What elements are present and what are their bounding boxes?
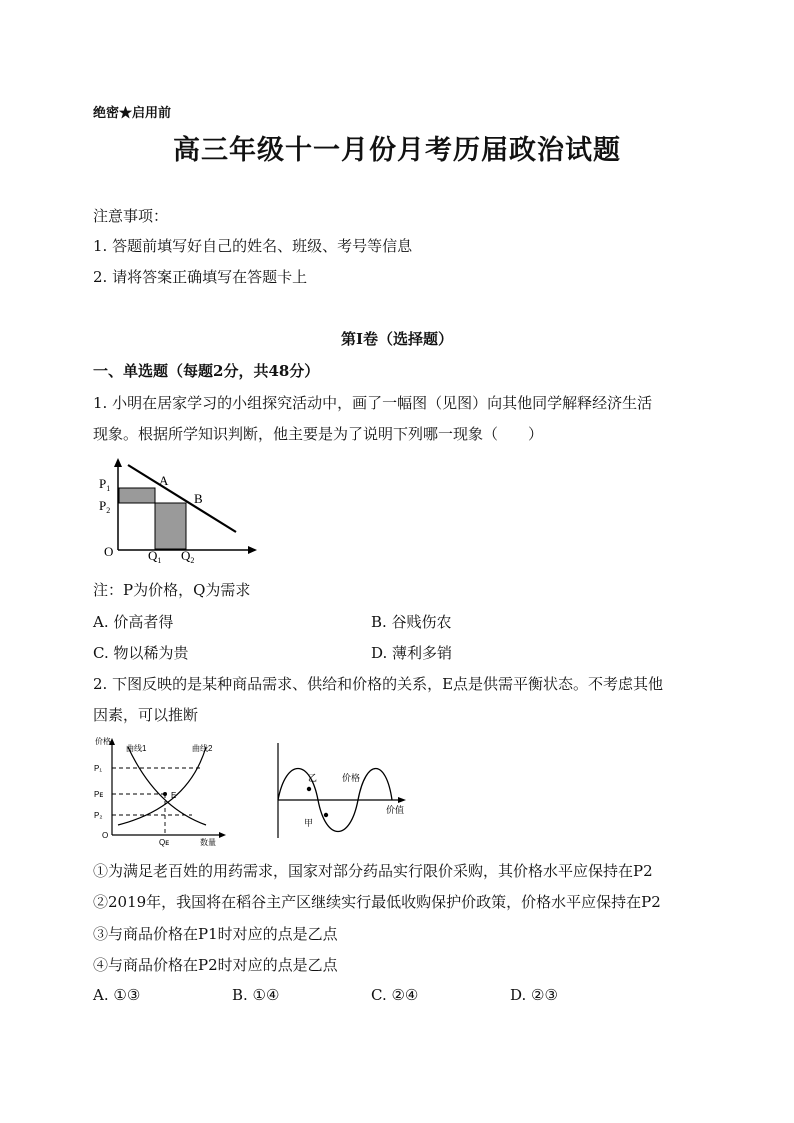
q1-label-p1: $P_1$ [99, 476, 111, 493]
q1-demand-figure [90, 455, 265, 565]
q2-yi-label: 乙 [308, 773, 318, 783]
confidential-mark: 绝密★启用前 [93, 106, 172, 121]
q2-e-label: E [171, 791, 177, 800]
q1-stem-line2: 现象。根据所学知识判断，他主要是为了说明下列哪一现象（ ） [93, 425, 544, 443]
q1-y-arrow [114, 458, 122, 467]
q2-f2-x-arrow [398, 797, 406, 803]
q2-point-yi [307, 787, 311, 791]
q2-f1-xlabel: 数量 [200, 838, 216, 847]
q2-statement-1: ①为满足老百姓的用药需求，国家对部分药品实行限价采购，其价格水平应保持在P2 [93, 862, 653, 880]
q1-label-b: B [194, 491, 203, 506]
part-heading: 一、单选题（每题2分，共48分） [93, 362, 320, 380]
q2-p1-label: P₁ [94, 764, 103, 773]
q1-shaded-area-right [155, 503, 186, 549]
notice-item-2: 2. 请将答案正确填写在答题卡上 [93, 268, 308, 286]
q2-statement-4: ④与商品价格在P2时对应的点是乙点 [93, 956, 338, 974]
q1-option-a: A. 价高者得 [93, 613, 174, 631]
q2-curve2-label: 曲线2 [192, 744, 213, 753]
q2-option-a: A. ①③ [93, 986, 141, 1004]
q2-stem-line2: 因素，可以推断 [93, 706, 199, 724]
q2-qe-label: Qᴇ [159, 838, 170, 847]
q2-curve1 [128, 747, 206, 825]
notice-item-1: 1. 答题前填写好自己的姓名、班级、考号等信息 [93, 237, 413, 255]
q2-jia-label: 甲 [304, 818, 314, 828]
exam-title: 高三年级十一月份月考历届政治试题 [173, 135, 621, 166]
q2-pe-label: Pᴇ [94, 790, 104, 799]
q2-price-label: 价格 [342, 773, 361, 783]
q2-f1-ylabel: 价格 [95, 737, 111, 746]
q2-stem-line1: 2. 下图反映的是某种商品需求、供给和价格的关系，E点是供需平衡状态。不考虑其他 [93, 675, 664, 693]
q2-point-e [163, 792, 167, 796]
q1-option-d: D. 薄利多销 [371, 644, 453, 662]
q1-shaded-area-left [119, 488, 155, 503]
q1-option-b: B. 谷贱伤农 [371, 613, 452, 631]
q1-stem-line1: 1. 小明在居家学习的小组探究活动中，画了一幅图（见图）向其他同学解释经济生活 [93, 394, 653, 412]
q2-supply-demand-figure [88, 735, 228, 847]
q2-p2-label: P₂ [94, 811, 103, 820]
q1-note: 注：P为价格，Q为需求 [93, 581, 251, 599]
notice-heading: 注意事项： [93, 207, 169, 225]
q2-option-c: C. ②④ [371, 986, 419, 1004]
q2-statement-2: ②2019年，我国将在稻谷主产区继续实行最低收购保护价政策，价格水平应保持在P2 [93, 893, 661, 911]
q2-price-value-figure [268, 738, 413, 843]
q2-f1-x-arrow [219, 832, 226, 838]
q2-o-label: O [102, 831, 109, 840]
q2-option-b: B. ①④ [232, 986, 280, 1004]
section-title: 第I卷（选择题） [340, 330, 454, 348]
q2-option-d: D. ②③ [510, 986, 558, 1004]
q2-curve2 [118, 747, 206, 825]
q1-x-arrow [248, 546, 257, 554]
q1-label-o: O [104, 544, 114, 559]
q2-value-label: 价值 [386, 805, 405, 815]
q2-statement-3: ③与商品价格在P1时对应的点是乙点 [93, 925, 338, 943]
q2-curve1-label: 曲线1 [126, 744, 147, 753]
q1-label-a: A [159, 473, 169, 488]
q2-point-jia [324, 813, 328, 817]
q1-label-q1: $Q_1$ [148, 548, 162, 565]
q1-label-p2: $P_2$ [99, 498, 111, 515]
q1-label-q2: $Q_2$ [181, 548, 195, 565]
q1-option-c: C. 物以稀为贵 [93, 644, 189, 662]
